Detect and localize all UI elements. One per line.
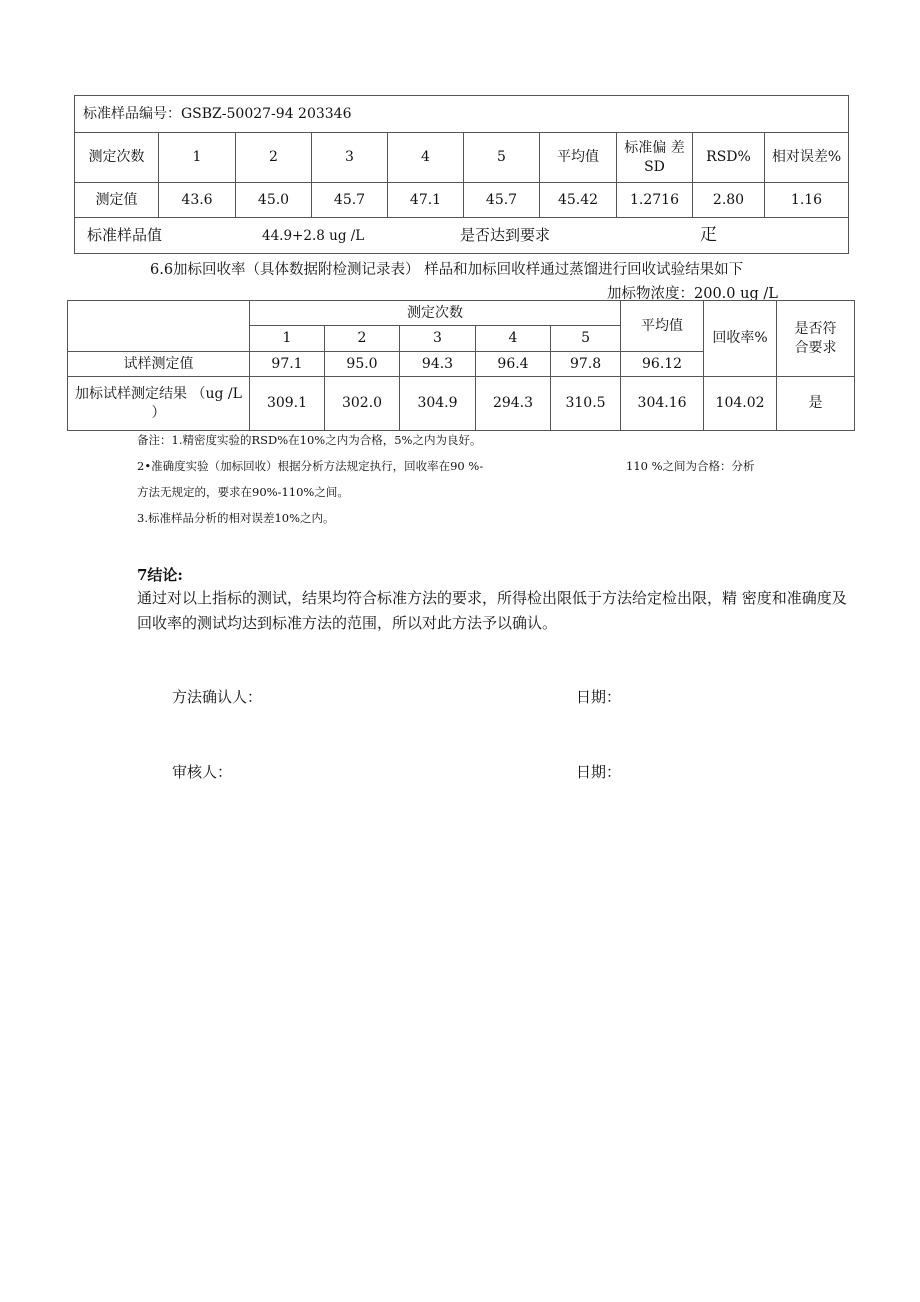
header-num: 3 <box>400 326 476 352</box>
value-cell: 43.6 <box>159 183 236 218</box>
std-value: 44.9+2.8 ug /L <box>262 228 365 245</box>
value-cell: 47.1 <box>388 183 464 218</box>
header-meets: 是否符合要求 <box>777 301 855 377</box>
method-confirmer-label: 方法确认人： <box>172 688 263 706</box>
date-label-2: 日期： <box>576 763 622 781</box>
value-cell: 304.9 <box>400 377 476 431</box>
value-cell: 1.16 <box>765 183 849 218</box>
std-value-label: 标准样品值 <box>87 226 163 245</box>
blank-header <box>68 301 250 352</box>
value-cell: 96.4 <box>476 352 551 377</box>
value-cell: 294.3 <box>476 377 551 431</box>
header-num: 4 <box>476 326 551 352</box>
date-label-1: 日期： <box>576 688 622 706</box>
std-value-row <box>75 218 849 254</box>
reviewer-label: 审核人： <box>172 763 233 781</box>
sample-id: 标准样品编号：GSBZ-50027-94 203346 <box>75 96 849 133</box>
value-cell: 96.12 <box>621 352 704 377</box>
value-cell: 45.42 <box>540 183 617 218</box>
recovery-intro: 6.6加标回收率（具体数据附检测记录表） 样品和加标回收样通过蒸馏进行回收试验结果如下 <box>150 262 744 278</box>
note-2a: 2•准确度实验（加标回收）根据分析方法规定执行，回收率在90 %- <box>137 459 484 473</box>
note-2b: 110 %之间为合格：分析 <box>626 459 755 473</box>
header-count: 测定次数 <box>250 301 621 326</box>
value-cell: 95.0 <box>325 352 400 377</box>
header-num: 1 <box>250 326 325 352</box>
value-cell: 1.2716 <box>617 183 693 218</box>
header-recovery-rate: 回收率% <box>704 301 777 377</box>
value-cell: 97.8 <box>551 352 621 377</box>
conclusion-title: 7结论: <box>137 566 183 584</box>
standard-sample-table <box>74 95 849 254</box>
conclusion-text: 通过对以上指标的测试，结果均符合标准方法的要求，所得检出限低于方法给定检出限，精 密度和准确度及回收率的测试均达到标准方法的范围，所以对此方法予以确认。 <box>137 589 847 632</box>
spike-concentration: 加标物浓度：200.0 ug /L <box>607 286 778 302</box>
note-1: 备注：1.精密度实验的RSD%在10%之内为合格，5%之内为良好。 <box>137 433 482 447</box>
header-average: 平均值 <box>621 301 704 352</box>
meets-value: 是 <box>777 377 855 431</box>
header-cell: 4 <box>388 133 464 183</box>
recovery-table <box>67 300 855 431</box>
note-2c: 方法无规定的，要求在90%-110%之间。 <box>137 485 349 499</box>
header-num: 2 <box>325 326 400 352</box>
value-cell: 309.1 <box>250 377 325 431</box>
header-cell: 标准偏 差SD <box>617 133 693 183</box>
row-label: 加标试样测定结果 （ug /L ） <box>68 377 250 431</box>
header-num: 5 <box>551 326 621 352</box>
value-cell: 45.0 <box>236 183 312 218</box>
value-cell: 45.7 <box>464 183 540 218</box>
header-cell: 3 <box>312 133 388 183</box>
value-cell: 94.3 <box>400 352 476 377</box>
value-cell: 97.1 <box>250 352 325 377</box>
recovery-rate: 104.02 <box>704 377 777 431</box>
value-cell: 310.5 <box>551 377 621 431</box>
meets-label: 是否达到要求 <box>460 226 551 245</box>
header-cell: 1 <box>159 133 236 183</box>
row-label: 试样测定值 <box>68 352 250 377</box>
value-cell: 2.80 <box>693 183 765 218</box>
header-cell: 测定次数 <box>75 133 159 183</box>
value-cell: 45.7 <box>312 183 388 218</box>
header-cell: 5 <box>464 133 540 183</box>
value-cell: 304.16 <box>621 377 704 431</box>
header-cell: 2 <box>236 133 312 183</box>
note-3: 3.标准样品分析的相对误差10%之内。 <box>137 511 335 525</box>
header-cell: 相对误差% <box>765 133 849 183</box>
header-cell: RSD% <box>693 133 765 183</box>
value-cell: 测定值 <box>75 183 159 218</box>
header-cell: 平均值 <box>540 133 617 183</box>
meets-value: 疋 <box>700 225 717 246</box>
value-cell: 302.0 <box>325 377 400 431</box>
